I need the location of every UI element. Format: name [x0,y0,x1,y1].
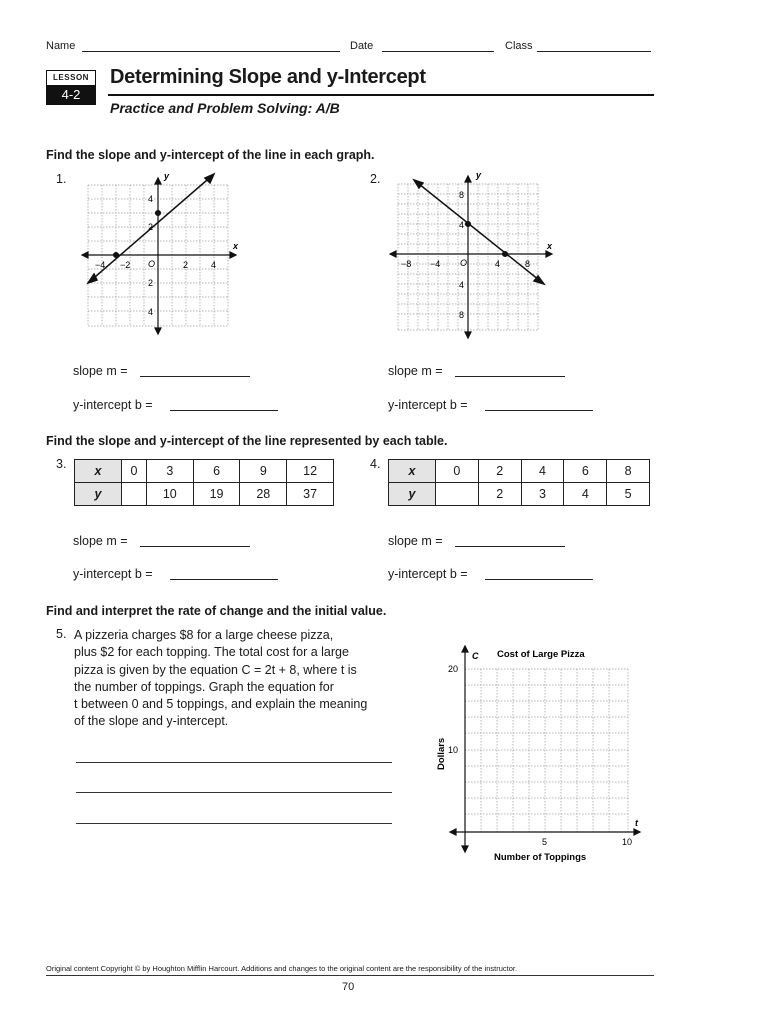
graph2-x-tick: 8 [525,259,531,269]
table4-cell: 2 [478,483,521,506]
footer-divider [46,975,654,976]
table4-cell: 8 [607,460,650,483]
table4-x-row [389,460,650,483]
problem3-intercept-field[interactable] [170,569,278,580]
section1-instruction: Find the slope and y-intercept of the line in each graph. [46,148,375,162]
table3 [74,459,334,506]
table3-cell: 9 [240,460,287,483]
graph2-x-label: x [547,241,553,251]
graph2-x-tick: −8 [401,259,412,269]
pizza-graph-y-tick: 10 [448,745,459,755]
table3-cell: 6 [193,460,240,483]
problem2-intercept-field[interactable] [485,400,593,411]
problem5-line: the number of toppings. Graph the equation for [74,679,334,694]
table3-x-header: x [75,460,122,483]
graph2-x-tick: −4 [430,259,441,269]
problem3-slope-label: slope m = [73,534,128,548]
table3-cell: 3 [146,460,193,483]
lesson-badge [46,70,96,106]
table3-y-header: y [75,483,122,506]
problem2-slope-label: slope m = [388,364,443,378]
problem5-answer-line-1[interactable] [76,762,392,763]
class-label: Class [505,40,533,52]
problem1-slope-label: slope m = [73,364,128,378]
graph2 [386,170,561,342]
table3-cell: 0 [122,460,147,483]
graph1-x-label: x [233,241,239,251]
graph1-y-tick: 2 [148,278,154,288]
table3-cell: 28 [240,483,287,506]
problem3-intercept-label: y-intercept b = [73,567,153,581]
problem2-number: 2. [370,172,381,186]
problem4-intercept-field[interactable] [485,569,593,580]
pizza-graph-x-tick: 5 [542,837,548,847]
table3-y-row [75,483,334,506]
graph2-origin-label: O [460,258,468,268]
graph2-y-tick: 8 [459,190,465,200]
problem5-text [74,627,367,731]
problem4-slope-field[interactable] [455,536,565,547]
page-title: Determining Slope and y-Intercept [110,66,426,88]
table4-y-row [389,483,650,506]
problem1-number: 1. [56,172,67,186]
table4 [388,459,650,506]
problem5-answer-line-3[interactable] [76,823,392,824]
graph1-x-tick: −4 [95,260,106,270]
name-field[interactable] [82,41,340,52]
graph1-x-tick: −2 [120,260,131,270]
graph2-y-label: y [476,170,482,180]
table4-cell: 6 [564,460,607,483]
graph1 [76,170,246,340]
problem1-intercept-field[interactable] [170,400,278,411]
table3-x-row [75,460,334,483]
problem5-line: pizza is given by the equation C = 2t + 8, where t is [74,662,357,677]
table4-cell: 0 [436,460,479,483]
problem5-answer-line-2[interactable] [76,792,392,793]
table3-cell: 12 [287,460,334,483]
table4-cell: 3 [521,483,564,506]
pizza-graph-y-tick: 20 [448,664,459,674]
table4-cell: 2 [478,460,521,483]
problem5-number: 5. [56,627,67,641]
problem5-line: plus $2 for each topping. The total cost for a large [74,645,349,660]
table3-cell: 19 [193,483,240,506]
table4-x-header: x [389,460,436,483]
problem4-intercept-label: y-intercept b = [388,567,468,581]
graph1-x-tick: 4 [211,260,217,270]
pizza-graph-c-axis-letter: C [472,651,479,661]
lesson-badge-number: 4-2 [46,85,96,105]
problem5-line: t between 0 and 5 toppings, and explain the meaning [74,697,368,712]
table3-cell: 10 [146,483,193,506]
table4-blank-cell[interactable] [436,483,479,506]
table3-cell: 37 [287,483,334,506]
copyright-notice: Original content Copyright © by Houghton Mifflin Harcourt. Additions and changes to the original content are the responsibility of the instructor. [46,964,518,973]
table4-cell: 4 [564,483,607,506]
problem5-line: of the slope and y-intercept. [74,714,229,729]
pizza-graph[interactable] [428,640,658,872]
title-divider [108,94,654,96]
graph1-y-tick: 4 [148,307,154,317]
problem4-slope-label: slope m = [388,534,443,548]
name-label: Name [46,40,76,52]
pizza-graph-t-axis-letter: t [635,818,638,828]
section2-instruction: Find the slope and y-intercept of the line represented by each table. [46,434,448,448]
page-number: 70 [342,981,355,993]
graph2-y-tick: 4 [459,220,465,230]
graph1-y-label: y [164,171,170,181]
class-field[interactable] [537,41,651,52]
problem5-line: A pizzeria charges $8 for a large cheese pizza, [74,628,334,642]
table4-y-header: y [389,483,436,506]
problem1-intercept-label: y-intercept b = [73,398,153,412]
pizza-graph-title: Cost of Large Pizza [497,649,585,660]
table3-blank-cell[interactable] [122,483,147,506]
problem2-slope-field[interactable] [455,366,565,377]
table4-cell: 4 [521,460,564,483]
problem3-slope-field[interactable] [140,536,250,547]
graph1-y-tick: 4 [148,194,154,204]
section3-instruction: Find and interpret the rate of change and the initial value. [46,604,387,618]
graph2-x-tick: 4 [495,259,501,269]
graph1-y-tick: 2 [148,222,154,232]
table4-cell: 5 [607,483,650,506]
problem3-number: 3. [56,457,67,471]
graph2-y-tick: 4 [459,280,465,290]
problem2-intercept-label: y-intercept b = [388,398,468,412]
graph2-y-tick: 8 [459,310,465,320]
pizza-graph-y-label: Dollars [436,737,447,770]
pizza-graph-x-tick: 10 [622,837,633,847]
date-label: Date [350,40,374,52]
problem4-number: 4. [370,457,381,471]
problem1-slope-field[interactable] [140,366,250,377]
graph1-origin-label: O [148,259,156,269]
lesson-badge-label: LESSON [46,70,96,86]
graph1-x-tick: 2 [183,260,189,270]
date-field[interactable] [382,41,494,52]
pizza-graph-x-label: Number of Toppings [494,852,587,863]
page-subtitle: Practice and Problem Solving: A/B [110,100,340,116]
